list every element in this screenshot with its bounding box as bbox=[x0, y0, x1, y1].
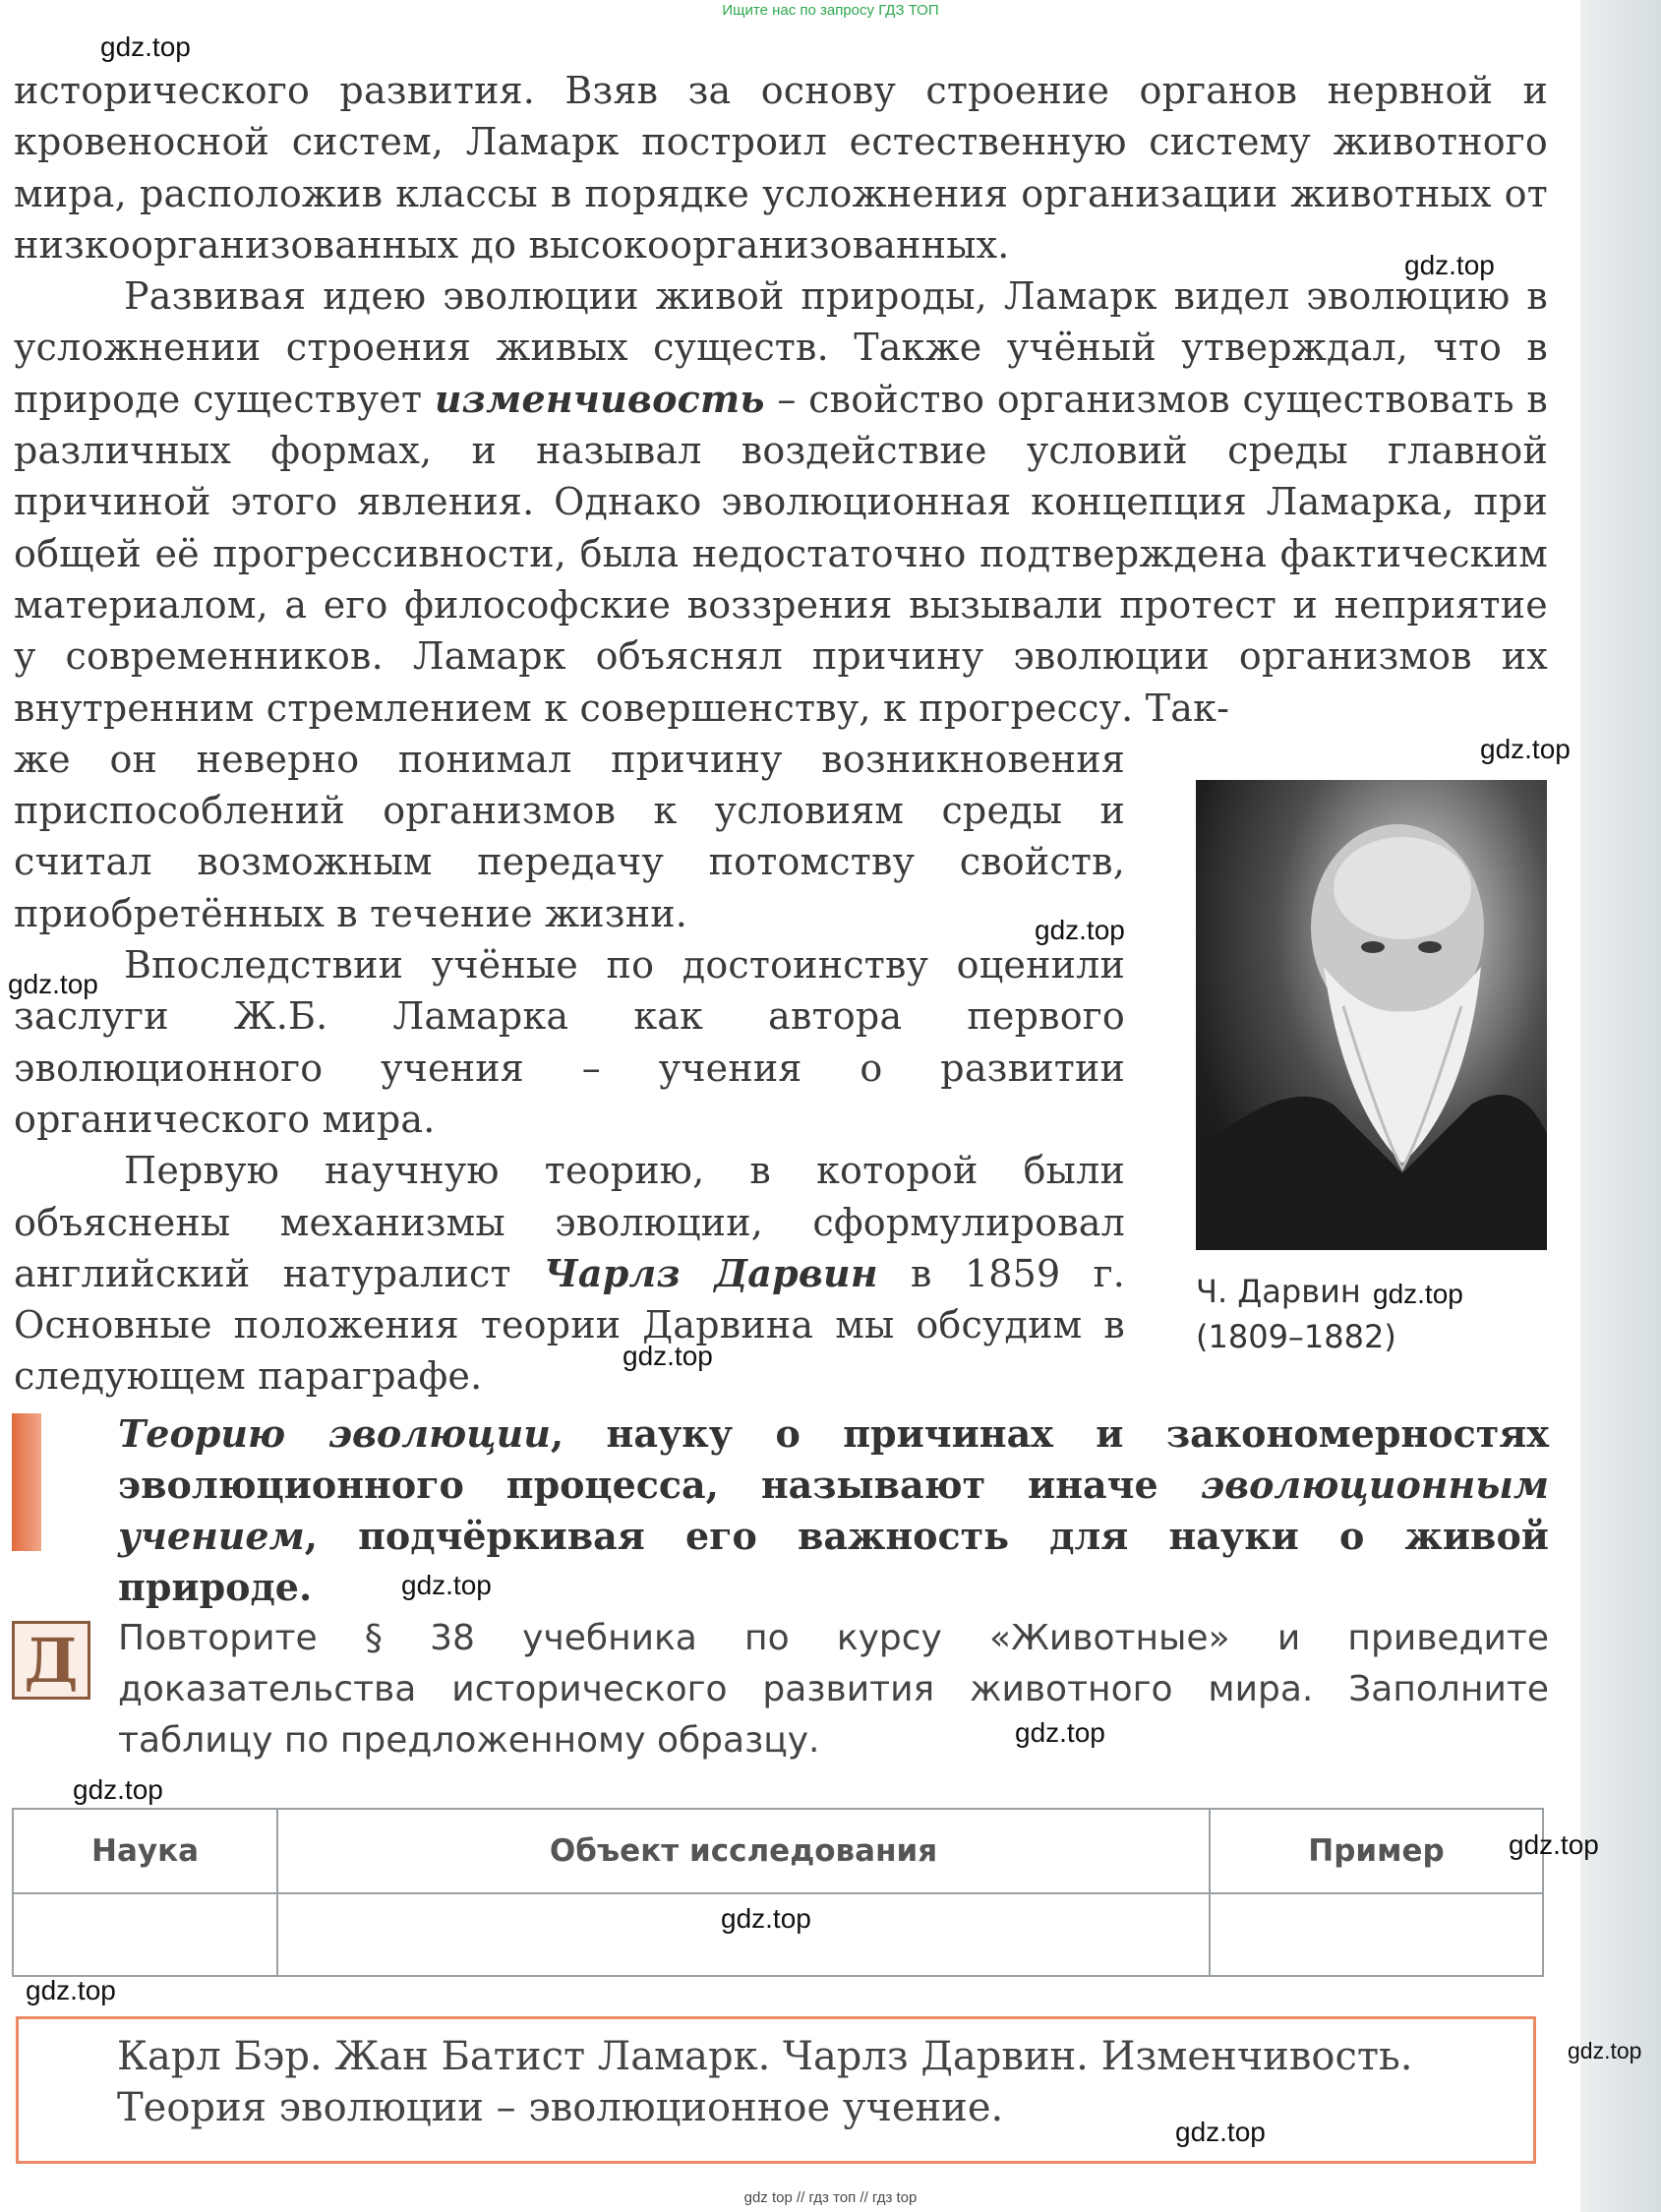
paragraph-3: Впоследствии учёные по достоинству оценили заслуги Ж.Б. Ламарка как автора первого эволюционного учения – учения о развитии органического мира. bbox=[14, 943, 1125, 1141]
task-text: Повторите § 38 учебника по курсу «Животные» и приведите доказательства исторического развития животного мира. Заполните таблицу по предложенному образцу. bbox=[118, 1618, 1549, 1761]
table-cell[interactable] bbox=[1210, 1893, 1543, 1976]
paragraph-2-end: – свойство организмов существовать в различных формах, и называл воздействие условий среды главной причиной этого явления. Однако эволюционная концепция Ламарка, при общей её прогрессивности, была недостаточно подтверждена фактическим материалом, а его философские воззрения вызывали протест и неприятие у современников. Ламарк объяснял причину эволюции организмов их внутренним стремлением к совершенству, к прогрессу. Так- bbox=[14, 377, 1549, 730]
caption-years: (1809–1882) bbox=[1196, 1318, 1396, 1355]
definition-text bbox=[118, 1408, 1549, 1613]
table-cell[interactable] bbox=[13, 1893, 277, 1976]
watermark: gdz.top bbox=[73, 1774, 163, 1805]
caption-name: Ч. Дарвин bbox=[1196, 1273, 1361, 1310]
darwin-portrait bbox=[1196, 780, 1547, 1250]
paragraph-2-start: Развивая идею эволюции живой природы, Ламарк видел эволюцию в усложнении строения живых существ. Также учёный утверждал, что в природе существует bbox=[14, 274, 1548, 421]
paragraph-2 bbox=[14, 270, 1548, 734]
watermark: gdz.top bbox=[1373, 1279, 1463, 1309]
header-example: Пример bbox=[1210, 1809, 1543, 1893]
watermark: gdz.top bbox=[8, 969, 98, 999]
task-letter-icon: Д bbox=[12, 1621, 90, 1700]
header-object: Объект исследования bbox=[277, 1809, 1210, 1893]
evidence-table bbox=[12, 1808, 1544, 1977]
term-variability: изменчивость bbox=[434, 376, 765, 421]
paragraph-4-start: Первую научную теорию, в которой были объяснены механизмы эволюции, сформулировал английский натуралист bbox=[14, 1149, 1125, 1295]
page-edge bbox=[1580, 0, 1661, 2212]
watermark: gdz.top bbox=[1035, 915, 1125, 945]
accent-bar bbox=[12, 1413, 41, 1551]
paragraph-1: исторического развития. Взяв за основу строение органов нервной и кровеносной систем, Ламарк построил естественную систему животного мира, расположив классы в порядке усложнения организации животных от низкоорганизованных до высокоорганизованных. bbox=[14, 69, 1548, 267]
watermark: gdz.top bbox=[623, 1341, 713, 1371]
watermark: gdz.top bbox=[1480, 734, 1571, 764]
definition-end: , подчёркивая его важность для науки о живой природе. bbox=[118, 1514, 1549, 1609]
watermark: gdz.top bbox=[1404, 250, 1495, 280]
paragraph-2-continued: же он неверно понимал причину возникновения приспособлений организмов к условиям среды и считал возможным передачу потомству свойств, приобретённых в течение жизни. bbox=[14, 737, 1125, 935]
definition-middle: , науку о причинах и закономерностях эволюционного процесса, называют иначе bbox=[118, 1411, 1549, 1507]
bottom-banner: gdz top // гдз топ // гдз top bbox=[743, 2189, 918, 2206]
watermark: gdz.top bbox=[1509, 1829, 1599, 1860]
name-darwin: Чарлз Дарвин bbox=[543, 1250, 878, 1295]
term-evolutionary-teaching: эволюционным учением bbox=[118, 1463, 1549, 1558]
watermark: gdz.top bbox=[100, 31, 191, 62]
term-evolution-theory: Теорию эволюции bbox=[118, 1411, 551, 1456]
watermark: gdz.top bbox=[1175, 2117, 1266, 2147]
paragraph-4-end: в 1859 г. Основные положения теории Дарвина мы обсудим в следующем параграфе. bbox=[14, 1251, 1126, 1399]
summary-line-2: Теория эволюции – эволюционное учение. bbox=[117, 2085, 1004, 2130]
task-block bbox=[12, 1613, 1556, 1761]
keywords-summary-box bbox=[16, 2016, 1536, 2164]
watermark: gdz.top bbox=[401, 1570, 492, 1600]
watermark: gdz.top bbox=[721, 1903, 811, 1934]
paragraph-4 bbox=[14, 1145, 1125, 1402]
header-science: Наука bbox=[13, 1809, 277, 1893]
summary-line-1: Карл Бэр. Жан Батист Ламарк. Чарлз Дарвин. Изменчивость. bbox=[117, 2034, 1413, 2079]
watermark: gdz.top bbox=[26, 1975, 116, 2005]
watermark: gdz.top bbox=[1568, 2038, 1642, 2063]
table-header-row bbox=[13, 1809, 1543, 1893]
top-banner[interactable]: Ищите нас по запросу ГДЗ ТОП bbox=[722, 2, 939, 19]
watermark: gdz.top bbox=[1015, 1717, 1105, 1748]
